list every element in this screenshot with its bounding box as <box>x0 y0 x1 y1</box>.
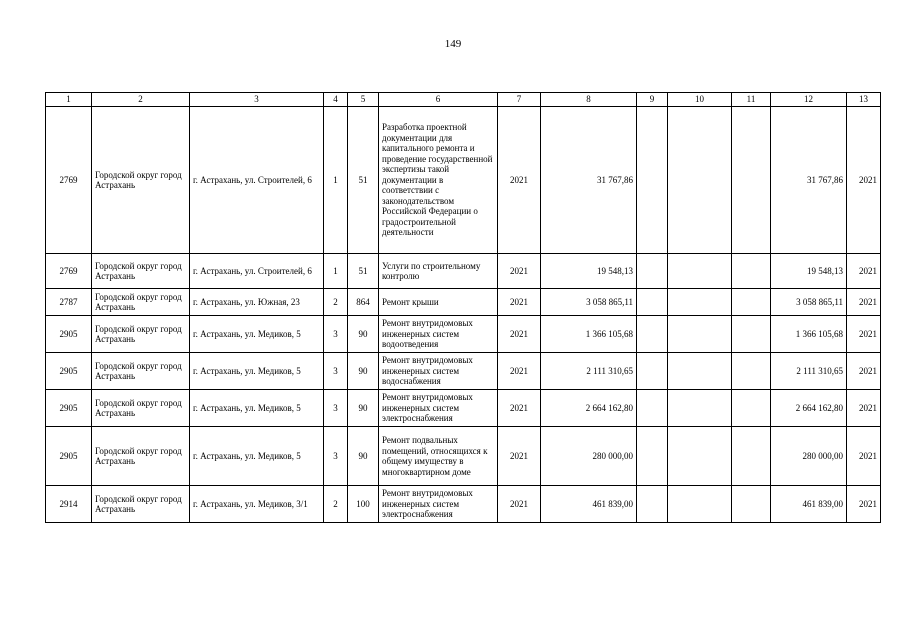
table-row <box>46 353 881 390</box>
cost-local-cell <box>732 107 771 254</box>
house-code-cell: 2769 <box>46 107 92 254</box>
repair-registry-table <box>45 92 881 523</box>
work-type-cell: Разработка проектной документации для капитального ремонта и проведение государственной экспертизы такой документации в соответствии с законодательством Российской Федерации о градостроительной деятельности <box>379 107 498 254</box>
floors-cell: 1 <box>324 254 348 289</box>
apartments-cell: 90 <box>348 316 379 353</box>
page-number: 149 <box>444 38 462 50</box>
total-cost-cell: 19 548,13 <box>541 254 637 289</box>
cost-local-cell <box>732 289 771 316</box>
column-number: 5 <box>348 93 379 107</box>
plan-year-cell: 2021 <box>498 390 541 427</box>
house-code-cell: 2905 <box>46 390 92 427</box>
column-number: 3 <box>190 93 324 107</box>
address-cell: г. Астрахань, ул. Медиков, 5 <box>190 316 324 353</box>
work-type-cell: Ремонт внутридомовых инженерных систем электроснабжения <box>379 486 498 523</box>
municipality-cell: Городской округ город Астрахань <box>92 316 190 353</box>
floors-cell: 3 <box>324 427 348 486</box>
cost-federal-cell <box>637 353 668 390</box>
work-type-cell: Ремонт крыши <box>379 289 498 316</box>
column-number: 7 <box>498 93 541 107</box>
column-number-row <box>46 93 881 107</box>
apartments-cell: 90 <box>348 353 379 390</box>
floors-cell: 3 <box>324 390 348 427</box>
cost-federal-cell <box>637 107 668 254</box>
plan-year-cell: 2021 <box>498 353 541 390</box>
address-cell: г. Астрахань, ул. Медиков, 5 <box>190 390 324 427</box>
completion-year-cell: 2021 <box>847 353 881 390</box>
municipality-cell: Городской округ город Астрахань <box>92 254 190 289</box>
floors-cell: 2 <box>324 486 348 523</box>
plan-year-cell: 2021 <box>498 289 541 316</box>
column-number: 4 <box>324 93 348 107</box>
cost-regional-cell <box>668 289 732 316</box>
apartments-cell: 51 <box>348 107 379 254</box>
house-code-cell: 2905 <box>46 316 92 353</box>
apartments-cell: 100 <box>348 486 379 523</box>
total-cost-cell: 461 839,00 <box>541 486 637 523</box>
completion-year-cell: 2021 <box>847 107 881 254</box>
apartments-cell: 90 <box>348 390 379 427</box>
cost-owners-cell: 3 058 865,11 <box>771 289 847 316</box>
plan-year-cell: 2021 <box>498 254 541 289</box>
cost-federal-cell <box>637 427 668 486</box>
column-number: 1 <box>46 93 92 107</box>
plan-year-cell: 2021 <box>498 486 541 523</box>
table-row <box>46 107 881 254</box>
cost-local-cell <box>732 316 771 353</box>
floors-cell: 1 <box>324 107 348 254</box>
house-code-cell: 2905 <box>46 427 92 486</box>
completion-year-cell: 2021 <box>847 289 881 316</box>
work-type-cell: Услуги по строительному контролю <box>379 254 498 289</box>
completion-year-cell: 2021 <box>847 316 881 353</box>
cost-regional-cell <box>668 107 732 254</box>
cost-regional-cell <box>668 353 732 390</box>
column-number: 9 <box>637 93 668 107</box>
address-cell: г. Астрахань, ул. Строителей, 6 <box>190 254 324 289</box>
apartments-cell: 90 <box>348 427 379 486</box>
table-row <box>46 486 881 523</box>
house-code-cell: 2914 <box>46 486 92 523</box>
floors-cell: 2 <box>324 289 348 316</box>
cost-owners-cell: 280 000,00 <box>771 427 847 486</box>
cost-owners-cell: 2 664 162,80 <box>771 390 847 427</box>
completion-year-cell: 2021 <box>847 254 881 289</box>
apartments-cell: 864 <box>348 289 379 316</box>
municipality-cell: Городской округ город Астрахань <box>92 353 190 390</box>
municipality-cell: Городской округ город Астрахань <box>92 427 190 486</box>
cost-regional-cell <box>668 254 732 289</box>
address-cell: г. Астрахань, ул. Медиков, 5 <box>190 353 324 390</box>
completion-year-cell: 2021 <box>847 427 881 486</box>
total-cost-cell: 31 767,86 <box>541 107 637 254</box>
cost-owners-cell: 31 767,86 <box>771 107 847 254</box>
cost-local-cell <box>732 254 771 289</box>
cost-local-cell <box>732 390 771 427</box>
address-cell: г. Астрахань, ул. Южная, 23 <box>190 289 324 316</box>
plan-year-cell: 2021 <box>498 107 541 254</box>
cost-regional-cell <box>668 427 732 486</box>
completion-year-cell: 2021 <box>847 390 881 427</box>
work-type-cell: Ремонт подвальных помещений, относящихся к общему имуществу в многоквартирном доме <box>379 427 498 486</box>
cost-owners-cell: 1 366 105,68 <box>771 316 847 353</box>
cost-federal-cell <box>637 289 668 316</box>
plan-year-cell: 2021 <box>498 427 541 486</box>
column-number: 2 <box>92 93 190 107</box>
cost-federal-cell <box>637 316 668 353</box>
cost-owners-cell: 461 839,00 <box>771 486 847 523</box>
house-code-cell: 2787 <box>46 289 92 316</box>
address-cell: г. Астрахань, ул. Строителей, 6 <box>190 107 324 254</box>
plan-year-cell: 2021 <box>498 316 541 353</box>
apartments-cell: 51 <box>348 254 379 289</box>
table-row <box>46 289 881 316</box>
cost-federal-cell <box>637 254 668 289</box>
work-type-cell: Ремонт внутридомовых инженерных систем водоотведения <box>379 316 498 353</box>
table-row <box>46 316 881 353</box>
total-cost-cell: 3 058 865,11 <box>541 289 637 316</box>
total-cost-cell: 1 366 105,68 <box>541 316 637 353</box>
cost-federal-cell <box>637 486 668 523</box>
cost-federal-cell <box>637 390 668 427</box>
column-number: 11 <box>732 93 771 107</box>
completion-year-cell: 2021 <box>847 486 881 523</box>
column-number: 13 <box>847 93 881 107</box>
column-number: 10 <box>668 93 732 107</box>
cost-regional-cell <box>668 390 732 427</box>
floors-cell: 3 <box>324 353 348 390</box>
table-row <box>46 427 881 486</box>
municipality-cell: Городской округ город Астрахань <box>92 289 190 316</box>
total-cost-cell: 2 111 310,65 <box>541 353 637 390</box>
cost-local-cell <box>732 486 771 523</box>
cost-owners-cell: 19 548,13 <box>771 254 847 289</box>
address-cell: г. Астрахань, ул. Медиков, 5 <box>190 427 324 486</box>
work-type-cell: Ремонт внутридомовых инженерных систем электроснабжения <box>379 390 498 427</box>
column-number: 8 <box>541 93 637 107</box>
column-number: 6 <box>379 93 498 107</box>
cost-regional-cell <box>668 316 732 353</box>
cost-owners-cell: 2 111 310,65 <box>771 353 847 390</box>
house-code-cell: 2905 <box>46 353 92 390</box>
cost-local-cell <box>732 427 771 486</box>
house-code-cell: 2769 <box>46 254 92 289</box>
municipality-cell: Городской округ город Астрахань <box>92 390 190 427</box>
total-cost-cell: 2 664 162,80 <box>541 390 637 427</box>
municipality-cell: Городской округ город Астрахань <box>92 486 190 523</box>
cost-regional-cell <box>668 486 732 523</box>
address-cell: г. Астрахань, ул. Медиков, 3/1 <box>190 486 324 523</box>
total-cost-cell: 280 000,00 <box>541 427 637 486</box>
work-type-cell: Ремонт внутридомовых инженерных систем водоснабжения <box>379 353 498 390</box>
table-row <box>46 254 881 289</box>
column-number: 12 <box>771 93 847 107</box>
cost-local-cell <box>732 353 771 390</box>
table-row <box>46 390 881 427</box>
municipality-cell: Городской округ город Астрахань <box>92 107 190 254</box>
floors-cell: 3 <box>324 316 348 353</box>
